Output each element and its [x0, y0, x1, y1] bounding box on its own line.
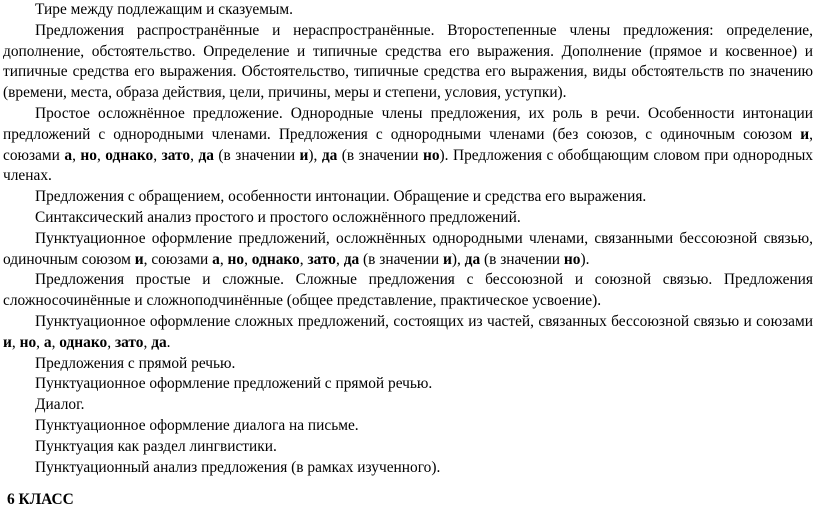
conjunction-term: зато: [161, 146, 191, 164]
conjunction-term: но: [80, 146, 97, 164]
text-run: Тире между подлежащим и сказуемым.: [35, 1, 293, 18]
paragraph: [3, 416, 813, 437]
paragraph: [3, 458, 813, 479]
text-run: ),: [308, 146, 322, 164]
text-run: Предложения простые и сложные. Сложные предложения с бессоюзной и союзной связью. Предложения сложносочинённые и сложноподчинённые (общее представление, практическое усвоение).: [3, 271, 813, 310]
text-run: Предложения распространённые и нераспространённые. Второстепенные члены предложения: определение, дополнение, обстоятельство. Определение и типичные средства его выражения. Дополнение (прямое и косвенное) и типичные средства его выражения. Обстоятельство, типичные средства его выражения, виды обстоятельств по значению (времени, места, образа действия, цели, причины, меры и степени, условия, уступки).: [3, 21, 813, 102]
text-run: , союзами: [3, 125, 813, 164]
conjunction-term: а: [212, 250, 220, 268]
conjunction-term: но: [563, 250, 581, 268]
conjunction-term: но: [227, 250, 245, 268]
paragraph: [3, 270, 813, 312]
text-run: Пунктуационное оформление диалога на письме.: [35, 416, 359, 434]
conjunction-term: и: [299, 146, 309, 164]
text-run: ),: [451, 250, 465, 268]
conjunction-term: но: [19, 333, 37, 351]
text-run: Диалог.: [35, 396, 85, 414]
conjunction-term: но: [422, 146, 440, 164]
text-run: (в значении: [480, 250, 564, 268]
conjunction-term: да: [321, 146, 338, 164]
conjunction-term: зато: [114, 333, 144, 351]
text-run: Пунктуация как раздел лингвистики.: [35, 437, 277, 455]
text-run: Пунктуационное оформление предложений с прямой речью.: [35, 375, 433, 393]
conjunction-term: однако: [251, 250, 300, 268]
text-run: ,: [336, 250, 344, 268]
text-run: ,: [244, 250, 252, 268]
conjunction-term: и: [800, 125, 810, 143]
text-run: Пунктуационное оформление предложений, осложнённых однородными членами, связанными бессоюзной связью, одиночным союзом: [3, 229, 813, 268]
paragraph: [3, 0, 813, 21]
text-run: (в значении: [213, 146, 300, 164]
conjunction-term: однако: [105, 146, 154, 164]
text-run: ,: [51, 333, 60, 351]
paragraph: [3, 21, 813, 104]
paragraph: [3, 229, 813, 271]
conjunction-term: зато: [307, 250, 337, 268]
text-run: , союзами: [143, 250, 213, 268]
text-run: ,: [36, 333, 44, 351]
text-run: Предложения с прямой речью.: [35, 354, 236, 372]
conjunction-term: а: [43, 333, 52, 351]
conjunction-term: да: [198, 146, 214, 164]
text-run: ).: [580, 250, 590, 268]
text-run: Простое осложнённое предложение. Однородные члены предложения, их роль в речи. Особенности интонации предложений с однородными членами. Предложения с однородными членами (без союзов, с одиночным союзом: [3, 104, 813, 143]
paragraph: [3, 354, 813, 375]
conjunction-term: да: [464, 250, 481, 268]
text-run: ,: [107, 333, 115, 351]
text-run: ,: [96, 146, 106, 164]
paragraph: [3, 104, 813, 187]
conjunction-term: и: [442, 250, 452, 268]
text-run: ,: [299, 250, 308, 268]
paragraph: [3, 208, 813, 229]
text-run: ,: [219, 250, 228, 268]
paragraph: [3, 395, 813, 416]
text-run: Синтаксический анализ простого и простого осложнённого предложений.: [35, 208, 521, 226]
paragraph: [3, 187, 813, 208]
text-run: .: [166, 333, 171, 351]
text-run: ,: [143, 333, 152, 351]
text-run: Предложения с обращением, особенности интонации. Обращение и средства его выражения.: [35, 188, 647, 206]
document-page: [3, 0, 813, 478]
text-run: ,: [72, 146, 81, 164]
conjunction-term: и: [3, 333, 12, 351]
paragraph: [3, 437, 813, 458]
conjunction-term: да: [151, 333, 167, 351]
text-run: Пунктуационный анализ предложения (в рамках изученного).: [35, 458, 441, 476]
text-run: ,: [11, 333, 20, 351]
text-run: Пунктуационное оформление сложных предложений, состоящих из частей, связанных бессоюзной связью и союзами: [35, 312, 813, 330]
conjunction-term: и: [134, 250, 144, 268]
text-run: ,: [190, 146, 199, 164]
paragraph: [3, 312, 813, 354]
section-heading: 6 КЛАСС: [7, 491, 74, 508]
conjunction-term: да: [343, 250, 360, 268]
conjunction-term: а: [64, 146, 73, 164]
paragraph: [3, 374, 813, 395]
syllabus-text: [3, 0, 813, 478]
text-run: (в значении: [337, 146, 423, 164]
conjunction-term: однако: [59, 333, 108, 351]
text-run: ,: [153, 146, 162, 164]
text-run: (в значении: [359, 250, 443, 268]
text-run: ). Предложения с обобщающим словом при однородных членах.: [3, 146, 813, 185]
